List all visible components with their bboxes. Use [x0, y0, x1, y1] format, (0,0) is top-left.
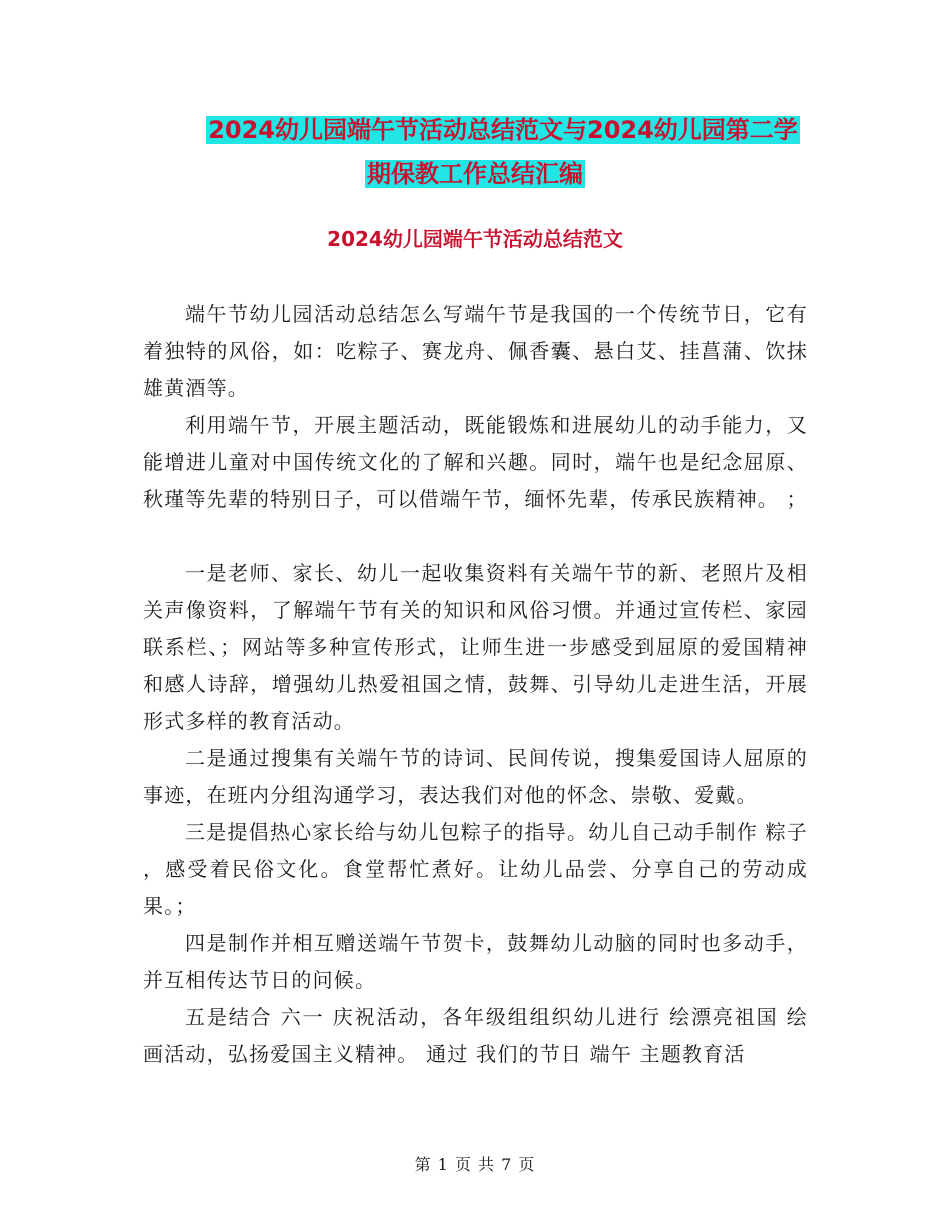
paragraph: 四是制作并相互赠送端午节贺卡，鼓舞幼儿动脑的同时也多动手，并互相传达节日的问候。: [143, 931, 808, 992]
page-number-footer: 第 1 页 共 7 页: [414, 1155, 536, 1174]
paragraph: 端午节幼儿园活动总结怎么写端午节是我国的一个传统节日，它有着独特的风俗，如：吃粽子、赛龙舟、佩香囊、悬白艾、挂菖蒲、饮抹雄黄酒等。: [143, 302, 808, 400]
paragraph: 一是老师、家长、幼儿一起收集资料有关端午节的新、老照片及相关声像资料，了解端午节有关的知识和风俗习惯。并通过宣传栏、家园联系栏、；网站等多种宣传形式，让师生进一步感受到屈原的爱国精神和感人诗辞，增强幼儿热爱祖国之情，鼓舞、引导幼儿走进生活，开展形式多样的教育活动。: [143, 561, 808, 733]
document-title-line-1: 2024幼儿园端午节活动总结范文与2024幼儿园第二学: [208, 116, 798, 144]
paragraph: 五是结合 六一 庆祝活动，各年级组组织幼儿进行 绘漂亮祖国 绘画活动，弘扬爱国主义精神。 通过 我们的节日 端午 主题教育活: [143, 1005, 808, 1066]
section-heading: 2024幼儿园端午节活动总结范文: [327, 227, 623, 251]
paragraph: 三是提倡热心家长给与幼儿包粽子的指导。幼儿自己动手制作 粽子 ，感受着民俗文化。食堂帮忙煮好。让幼儿品尝、分享自己的劳动成果。；: [143, 820, 808, 918]
paragraph: 二是通过搜集有关端午节的诗词、民间传说，搜集爱国诗人屈原的事迹，在班内分组沟通学习，表达我们对他的怀念、崇敬、爱戴。: [143, 746, 808, 807]
paragraph: 利用端午节，开展主题活动，既能锻炼和进展幼儿的动手能力，又能增进儿童对中国传统文化的了解和兴趣。同时，端午也是纪念屈原、秋瑾等先辈的特别日子，可以借端午节，缅怀先辈，传承民族精神。 ；: [143, 413, 808, 511]
document-title-line-2: 期保教工作总结汇编: [367, 160, 583, 188]
